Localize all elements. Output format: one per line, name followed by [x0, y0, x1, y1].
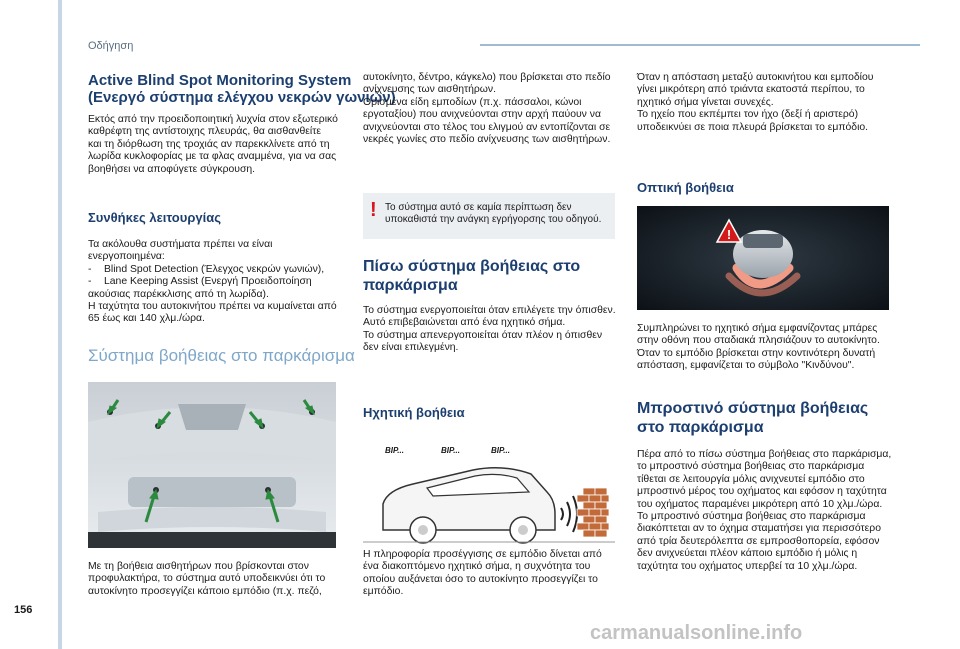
audio-assist-title: Ηχητική βοήθεια	[363, 405, 465, 420]
proximity-text: Όταν η απόσταση μεταξύ αυτοκινήτου και εμποδίου γίνει μικρότερη από τριάντα εκατοστά περίπου, το ηχητικό σήμα γίνεται συνεχές. Το ηχείο που εκπέμπει τον ήχο (δεξί ή αριστερό) υποδεικνύει σε ποια πλευρά βρίσκεται το εμπόδιο.	[637, 72, 874, 133]
obstacles-text: αυτοκίνητο, δέντρο, κάγκελο) που βρίσκεται στο πεδίο ανίχνευσης των αισθητήρων. Ορισμένα είδη εμποδίων (π.χ. πάσσαλοι, κώνοι εργοταξίου) που ανιχνεύονται στην αρχή παύουν να ανιχνεύονται στο τέλος του ελιγμού αν εντοπίζονται σε νεκρές γωνίες στο πεδίο ανίχνευσης των αισθητήρων.	[363, 72, 611, 146]
margin-bar	[58, 0, 62, 649]
blind-spot-intro: Εκτός από την προειδοποιητική λυχνία στον εξωτερικό καθρέφτη της αντίστοιχης πλευράς, θα αισθανθείτε και τη διόρθωση της τροχιάς αν παρεκκλίνετε από τη λωρίδα κυκλοφορίας με τα φλας αναμμένα, για να σας βοηθήσει να αποφύγετε σύγκρουση.	[88, 114, 338, 175]
audio-assist-text: Η πληροφορία προσέγγισης σε εμπόδιο δίνεται από ένα διακοπτόμενο ηχητικό σήμα, η συχνότητα του οποίου αυξάνεται όσο το αυτοκίνητο προσεγγίζει το εμπόδιο.	[363, 549, 602, 598]
conditions-item-2: - Lane Keeping Assist (Ενεργή Προειδοποίηση	[88, 276, 312, 288]
visual-assist-title: Οπτική βοήθεια	[637, 180, 734, 195]
bumper-sensors-illustration	[88, 382, 336, 548]
visual-assist-screen	[637, 206, 889, 310]
warning-icon: !	[370, 199, 377, 221]
rear-assist-title: Πίσω σύστημα βοήθειας στο παρκάρισμα	[363, 258, 581, 294]
parking-section-title: Σύστημα βοήθειας στο παρκάρισμα	[88, 346, 355, 365]
watermark: carmanualsonline.info	[590, 622, 803, 644]
audio-assist-illustration	[363, 434, 615, 544]
blind-spot-title: Active Blind Spot Monitoring System (Ενεργό σύστημα ελέγχου νεκρών γωνιών)	[88, 72, 396, 106]
warning-box: ! Το σύστημα αυτό σε καμία περίπτωση δεν υποκαθιστά την ανάγκη εγρήγορσης του οδηγού.	[363, 193, 615, 239]
rear-assist-text: Το σύστημα ενεργοποιείται όταν επιλέγετε την όπισθεν. Αυτό επιβεβαιώνεται από ένα ηχητικό σήμα. Το σύστημα απενεργοποιείται όταν πλέον η όπισθεν δεν είναι επιλεγμένη.	[363, 305, 616, 354]
front-assist-text: Πέρα από το πίσω σύστημα βοήθειας στο παρκάρισμα, το μπροστινό σύστημα βοήθειας στο παρκάρισμα τίθεται σε λειτουργία μόλις ανιχνευτεί εμπόδιο στο μπροστινό μέρος του οχήματος και εφόσον η ταχύτητα του οχήματος παραμένει μικρότερη από 10 χλμ./ώρα. Το μπροστινό σύστημα βοήθειας στο παρκάρισμα διακόπτεται αν το όχημα σταματήσει για περισσότερο από τρία δευτερόλεπτα σε εμπροσθοπορεία, εφόσον δεν ανιχνεύεται πλέον κάποιο εμπόδιο ή μόλις η ταχύτητα του οχήματος υπερβεί τα 10 χλμ./ώρα.	[637, 449, 892, 572]
conditions-title: Συνθήκες λειτουργίας	[88, 210, 221, 225]
svg-text:!: !	[726, 227, 732, 242]
visual-assist-text: Συμπληρώνει το ηχητικό σήμα εμφανίζοντας μπάρες στην οθόνη που σταδιακά πλησιάζουν το αυτοκίνητο. Όταν το εμπόδιο βρίσκεται στην κοντινότερη δυνατή απόσταση, εμφανίζεται το σύμβολο "Κινδύνου".	[637, 323, 880, 372]
header-rule	[480, 44, 920, 46]
bip-label-3: BIP...	[491, 446, 510, 455]
bip-label-2: BIP...	[441, 446, 460, 455]
section-header: Οδήγηση	[88, 40, 134, 52]
bip-label-1: BIP...	[385, 446, 404, 455]
page-number: 156	[14, 604, 33, 616]
conditions-item-1: - Blind Spot Detection (Έλεγχος νεκρών γωνιών),	[88, 263, 325, 275]
conditions-text: Τα ακόλουθα συστήματα πρέπει να είναι ενεργοποιημένα: - Blind Spot Detection (Έλεγχος νεκρών γωνιών), - Lane Keeping Assist (Ενεργή Προειδοποίηση ακούσιας παρέκκλισης από τη λωρίδα). Η ταχύτητα του αυτοκινήτου πρέπει να κυμαίνεται από 65 έως και 140 χλμ./ώρα.	[88, 239, 337, 325]
sensors-caption: Με τη βοήθεια αισθητήρων που βρίσκονται στον προφυλακτήρα, το σύστημα αυτό υποδεικνύει ότι το αυτοκίνητο προσεγγίζει κάποιο εμπόδιο (π.χ. πεζό,	[88, 561, 326, 597]
front-assist-title: Μπροστινό σύστημα βοήθειας στο παρκάρισμα	[637, 400, 869, 436]
